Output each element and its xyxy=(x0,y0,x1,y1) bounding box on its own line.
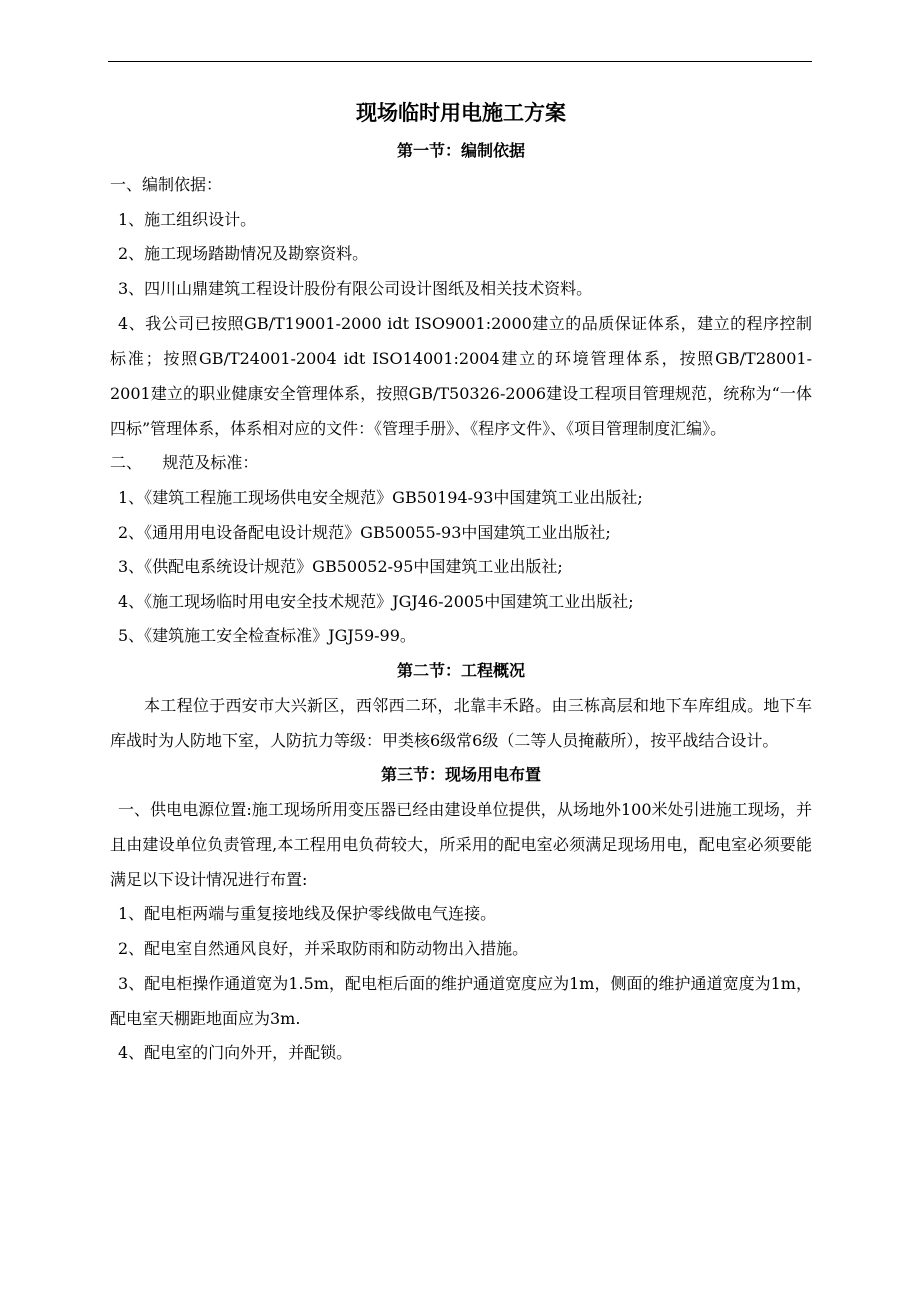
section-heading-1: 第一节：编制依据 xyxy=(396,141,525,160)
list-item: 4、《施工现场临时用电安全技术规范》JGJ46-2005中国建筑工业出版社; xyxy=(118,591,634,611)
list-item: 1、配电柜两端与重复接地线及保护零线做电气连接。 xyxy=(118,903,497,923)
document-body xyxy=(110,92,812,1071)
list-item: 5、《建筑施工安全检查标准》JGJ59-99。 xyxy=(118,626,416,646)
document-title: 现场临时用电施工方案 xyxy=(356,101,566,125)
list-item: 4、配电室的门向外开，并配锁。 xyxy=(118,1043,353,1063)
list-item: 3、《供配电系统设计规范》GB50052-95中国建筑工业出版社; xyxy=(118,557,563,577)
list-item: 2、配电室自然通风良好，并采取防雨和防动物出入措施。 xyxy=(118,938,529,958)
list-item: 1、《建筑工程施工现场供电安全规范》GB50194-93中国建筑工业出版社; xyxy=(118,487,643,507)
project-overview-paragraph: 本工程位于西安市大兴新区，西邻西二环，北靠丰禾路。由三栋高层和地下车库组成。地下车库战时为人防地下室，人防抗力等级：甲类核6级常6级（二等人员掩蔽所），按平战结合设计。 xyxy=(110,695,812,750)
header-rule xyxy=(108,61,812,62)
subsection-heading-basis: 一、编制依据： xyxy=(110,175,223,194)
list-item: 2、施工现场踏勘情况及勘察资料。 xyxy=(118,244,369,264)
list-item: 3、四川山鼎建筑工程设计股份有限公司设计图纸及相关技术资料。 xyxy=(118,278,593,298)
subsection-heading-standards: 二、 规范及标准： xyxy=(110,453,259,473)
section-heading-2: 第二节：工程概况 xyxy=(396,660,525,680)
list-item-paragraph: 4、我公司已按照GB/T19001-2000 idt ISO9001:2000建立的品质保证体系，建立的程序控制标准；按照GB/T24001-2004 idt ISO14001:2004建立的环境管理体系，按照GB/T28001-2001建立的职业健康安全管理体系，按照GB/T50326-2006建设工程项目管理规范，统称为“一体四标”管理体系，体系相对应的文件：《管理手册》、《程序文件》、《项目管理制度汇编》。 xyxy=(110,314,812,439)
section-heading-3: 第三节：现场用电布置 xyxy=(380,764,541,784)
power-source-paragraph: 一、供电电源位置:施工现场所用变压器已经由建设单位提供，从场地外100米处引进施工现场，并且由建设单位负责管理,本工程用电负荷较大，所采用的配电室必须满足现场用电，配电室必须要能满足以下设计情况进行布置: xyxy=(110,799,812,889)
list-item: 1、施工组织设计。 xyxy=(118,209,257,229)
list-item: 2、《通用用电设备配电设计规范》GB50055-93中国建筑工业出版社; xyxy=(118,522,611,542)
list-item-paragraph: 3、配电柜操作通道宽为1.5m，配电柜后面的维护通道宽度应为1m，侧面的维护通道宽度为1m，配电室天棚距地面应为3m. xyxy=(110,974,812,1029)
